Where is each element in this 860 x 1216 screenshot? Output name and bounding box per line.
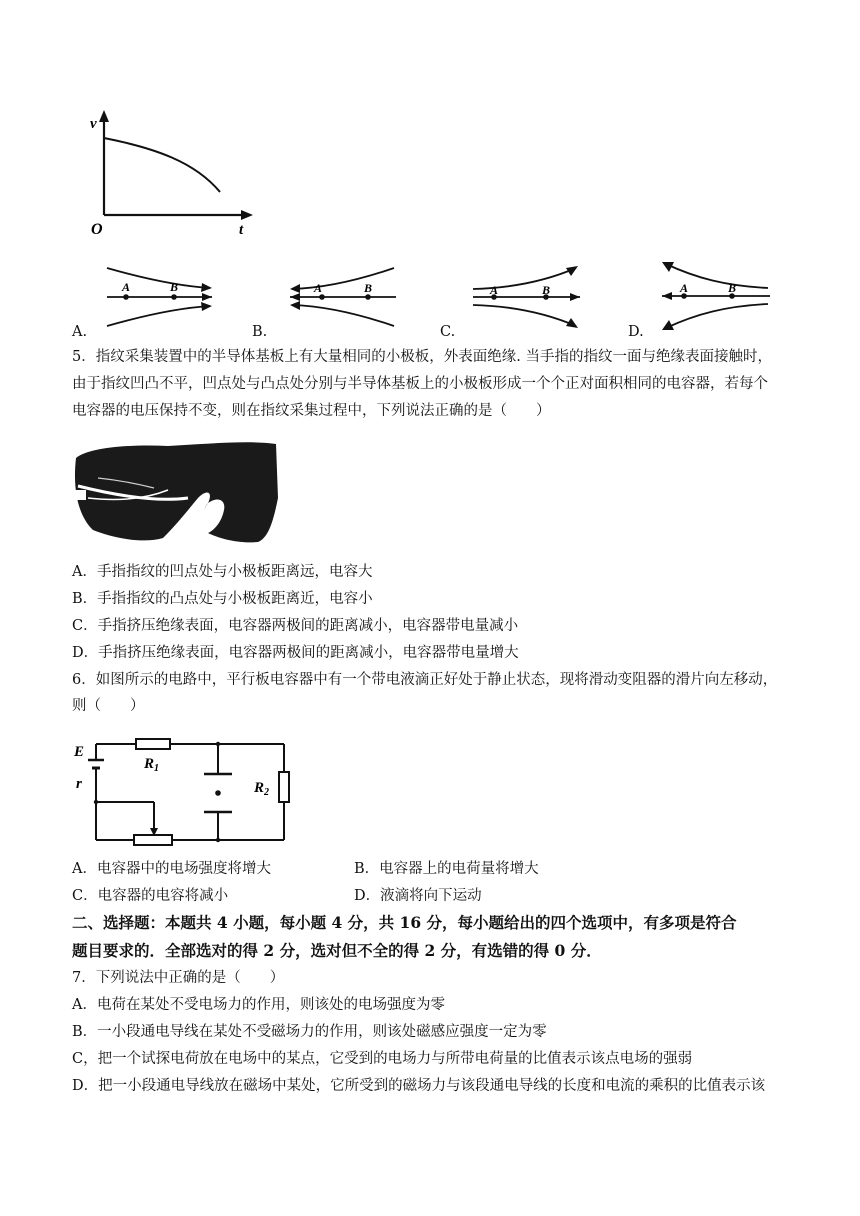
q7-option-a[interactable]: A．电荷在某处不受电场力的作用，则该处的电场强度为零 xyxy=(72,997,445,1013)
q7-option-b[interactable]: B．一小段通电导线在某处不受磁场力的作用，则该处磁感应强度一定为零 xyxy=(72,1024,547,1040)
q7-option-c[interactable]: C，把一个试探电荷放在电场中的某点，它受到的电场力与所带电荷量的比值表示该点电场的强弱 xyxy=(72,1051,693,1067)
q6-option-a[interactable]: A．电容器中的电场强度将增大 xyxy=(72,861,271,877)
q5-option-a[interactable]: A．手指指纹的凹点处与小极板距离远，电容大 xyxy=(72,564,373,580)
field-option-c[interactable] xyxy=(440,262,600,344)
origin-label: O xyxy=(91,221,103,238)
svg-text:A: A xyxy=(122,280,131,294)
option-letter: C. xyxy=(440,324,456,340)
section2-heading-line-1: 二、选择题：本题共 4 小题，每小题 4 分，共 16 分，每小题给出的四个选项中，有多项是符合 xyxy=(72,913,737,932)
option-letter: B. xyxy=(252,324,268,340)
velocity-time-graph xyxy=(85,110,265,240)
svg-text:B: B xyxy=(170,280,179,294)
svg-text:A: A xyxy=(314,281,323,295)
q5-option-b[interactable]: B．手指指纹的凸点处与小极板距离近，电容小 xyxy=(72,591,373,607)
q6-option-b[interactable]: B．电容器上的电荷量将增大 xyxy=(354,861,539,877)
q7-stem: 7．下列说法中正确的是（ ） xyxy=(72,970,285,986)
fingerprint-photo xyxy=(68,438,282,546)
field-option-d[interactable] xyxy=(628,258,788,344)
q6-option-c[interactable]: C．电容器的电容将减小 xyxy=(72,888,229,904)
r1-label: $R_1$ xyxy=(144,756,160,774)
svg-text:A: A xyxy=(680,281,689,295)
circuit-diagram xyxy=(70,732,300,850)
q6-option-d[interactable]: D．液滴将向下运动 xyxy=(354,888,482,904)
internal-resistance-label: r xyxy=(76,776,82,792)
battery-emf-label: E xyxy=(74,744,85,760)
svg-text:B: B xyxy=(364,281,373,295)
q7-option-d[interactable]: D．把一小段通电导线放在磁场中某处，它所受到的磁场力与该段通电导线的长度和电流的乘积的比值表示该 xyxy=(72,1078,766,1094)
field-lines-diverging-left xyxy=(284,262,404,332)
section2-heading-line-2: 题目要求的．全部选对的得 2 分，选对但不全的得 2 分，有选错的得 0 分． xyxy=(72,941,602,960)
q5-option-c[interactable]: C．手指挤压绝缘表面，电容器两极间的距离减小，电容器带电量减小 xyxy=(72,618,519,634)
q5-stem-line-2: 由于指纹凹凸不平，凹点处与凸点处分别与半导体基板上的小极板形成一个个正对面积相同的电容器，若每个 xyxy=(72,376,768,392)
field-option-a[interactable] xyxy=(72,262,222,344)
svg-text:B: B xyxy=(542,283,551,297)
field-lines-converging-right xyxy=(102,262,222,332)
q6-stem-line-1: 6．如图所示的电路中，平行板电容器中有一个带电液滴正好处于静止状态，现将滑动变阻器的滑片向左移动， xyxy=(72,672,778,688)
svg-text:B: B xyxy=(728,281,737,295)
q6-stem-line-2: 则（ ） xyxy=(72,698,145,714)
q5-option-d[interactable]: D．手指挤压绝缘表面，电容器两极间的距离减小，电容器带电量增大 xyxy=(72,645,519,661)
r2-label: $R_2$ xyxy=(254,780,270,798)
time-axis-label: t xyxy=(239,222,244,238)
option-letter: A. xyxy=(72,324,88,340)
velocity-axis-label: v xyxy=(90,116,97,132)
option-letter: D. xyxy=(628,324,644,340)
field-lines-converging-left xyxy=(656,258,781,336)
q5-stem-line-3: 电容器的电压保持不变，则在指纹采集过程中，下列说法正确的是（ ） xyxy=(72,403,551,419)
field-option-b[interactable] xyxy=(252,262,412,344)
q5-stem-line-1: 5．指纹采集装置中的半导体基板上有大量相同的小极板，外表面绝缘. 当手指的指纹一面与绝缘表面接触时， xyxy=(72,349,772,365)
svg-text:A: A xyxy=(490,283,499,297)
field-lines-diverging-right xyxy=(468,262,593,332)
